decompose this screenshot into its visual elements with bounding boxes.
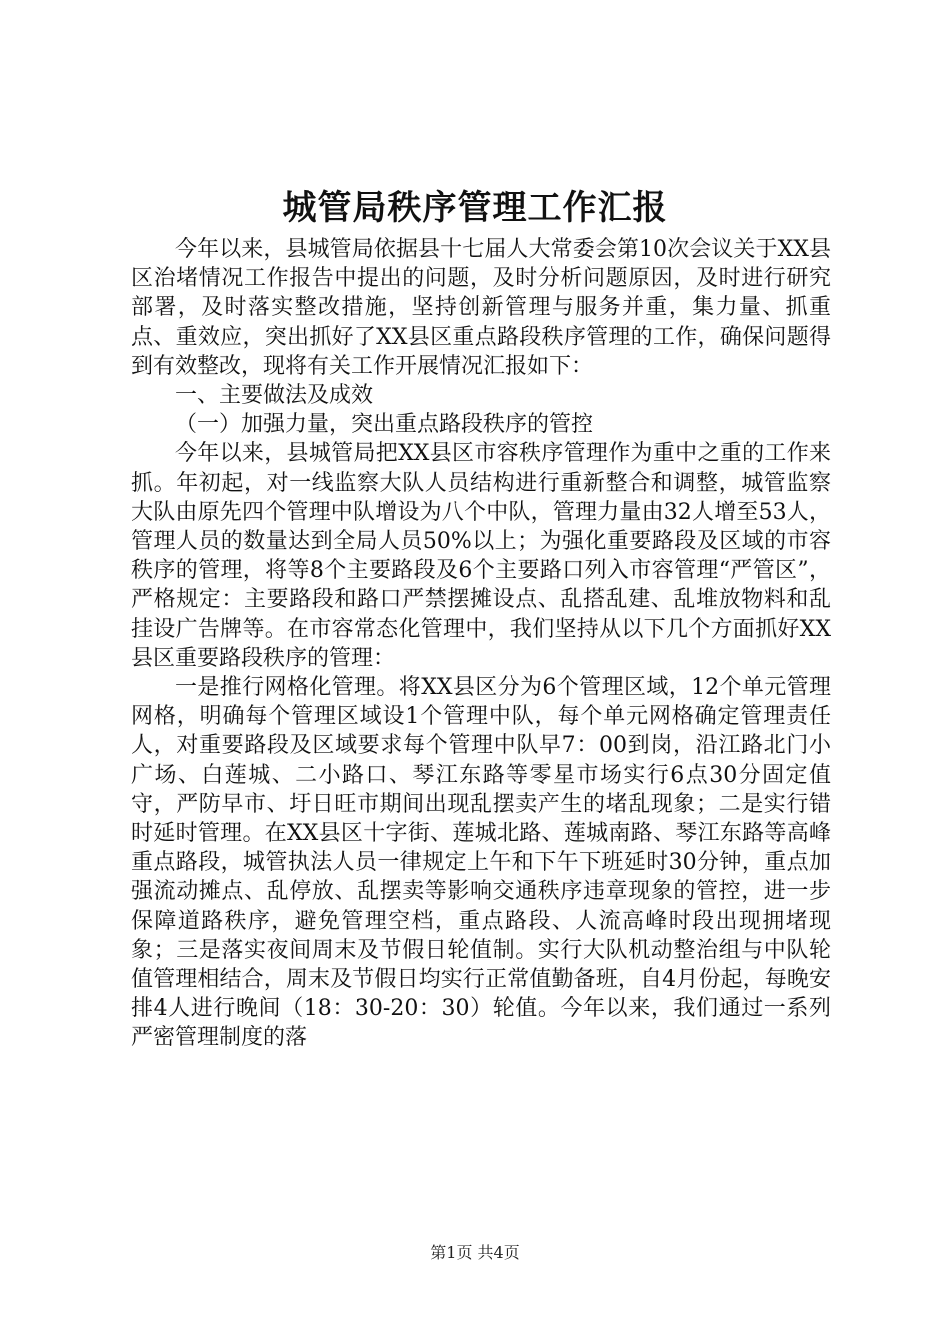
document-title: 城管局秩序管理工作汇报 [282, 188, 668, 228]
body-paragraph: 今年以来，县城管局把XX县区市容秩序管理作为重中之重的工作来抓。年初起，对一线监察大队人员结构进行重新整合和调整，城管监察大队由原先四个管理中队增设为八个中队，管理力量由32人增至53人，管理人员的数量达到全局人员50%以上；为强化重要路段及区域的市容秩序的管理，将等8个主要路段及6个主要路口列入市容管理“严管区”，严格规定：主要路段和路口严禁摆摊设点、乱搭乱建、乱堆放物料和乱挂设广告牌等。在市容常态化管理中，我们坚持从以下几个方面抓好XX县区重要路段秩序的管理： [131, 441, 831, 671]
body-paragraph: 一是推行网格化管理。将XX县区分为6个管理区域，12个单元管理网格，明确每个管理区域设1个管理中队，每个单元网格确定管理责任人，对重要路段及区域要求每个管理中队早7：00到岗，沿江路北门小广场、白莲城、二小路口、琴江东路等零星市场实行6点30分固定值守，严防早市、圩日旺市期间出现乱摆卖产生的堵乱现象；二是实行错时延时管理。在XX县区十字街、莲城北路、莲城南路、琴江东路等高峰重点路段，城管执法人员一律规定上午和下午下班延时30分钟，重点加强流动摊点、乱停放、乱摆卖等影响交通秩序违章现象的管控，进一步保障道路秩序，避免管理空档，重点路段、人流高峰时段出现拥堵现象；三是落实夜间周末及节假日轮值制。实行大队机动整治组与中队轮值管理相结合，周末及节假日均实行正常值勤备班，自4月份起，每晚安排4人进行晚间（18：30-20：30）轮值。今年以来，我们通过一系列严密管理制度的落 [131, 675, 831, 1051]
page-number-footer: 第1页 共4页 [430, 1243, 520, 1262]
subsection-heading: （一）加强力量，突出重点路段秩序的管控 [175, 412, 594, 438]
intro-paragraph: 今年以来，县城管局依据县十七届人大常委会第10次会议关于XX县区治堵情况工作报告中提出的问题，及时分析问题原因，及时进行研究部署，及时落实整改措施，坚持创新管理与服务并重，集力量、抓重点、重效应，突出抓好了XX县区重点路段秩序管理的工作，确保问题得到有效整改，现将有关工作开展情况汇报如下： [131, 237, 831, 379]
document-body [131, 235, 831, 1053]
section-heading: 一、主要做法及成效 [175, 383, 374, 409]
